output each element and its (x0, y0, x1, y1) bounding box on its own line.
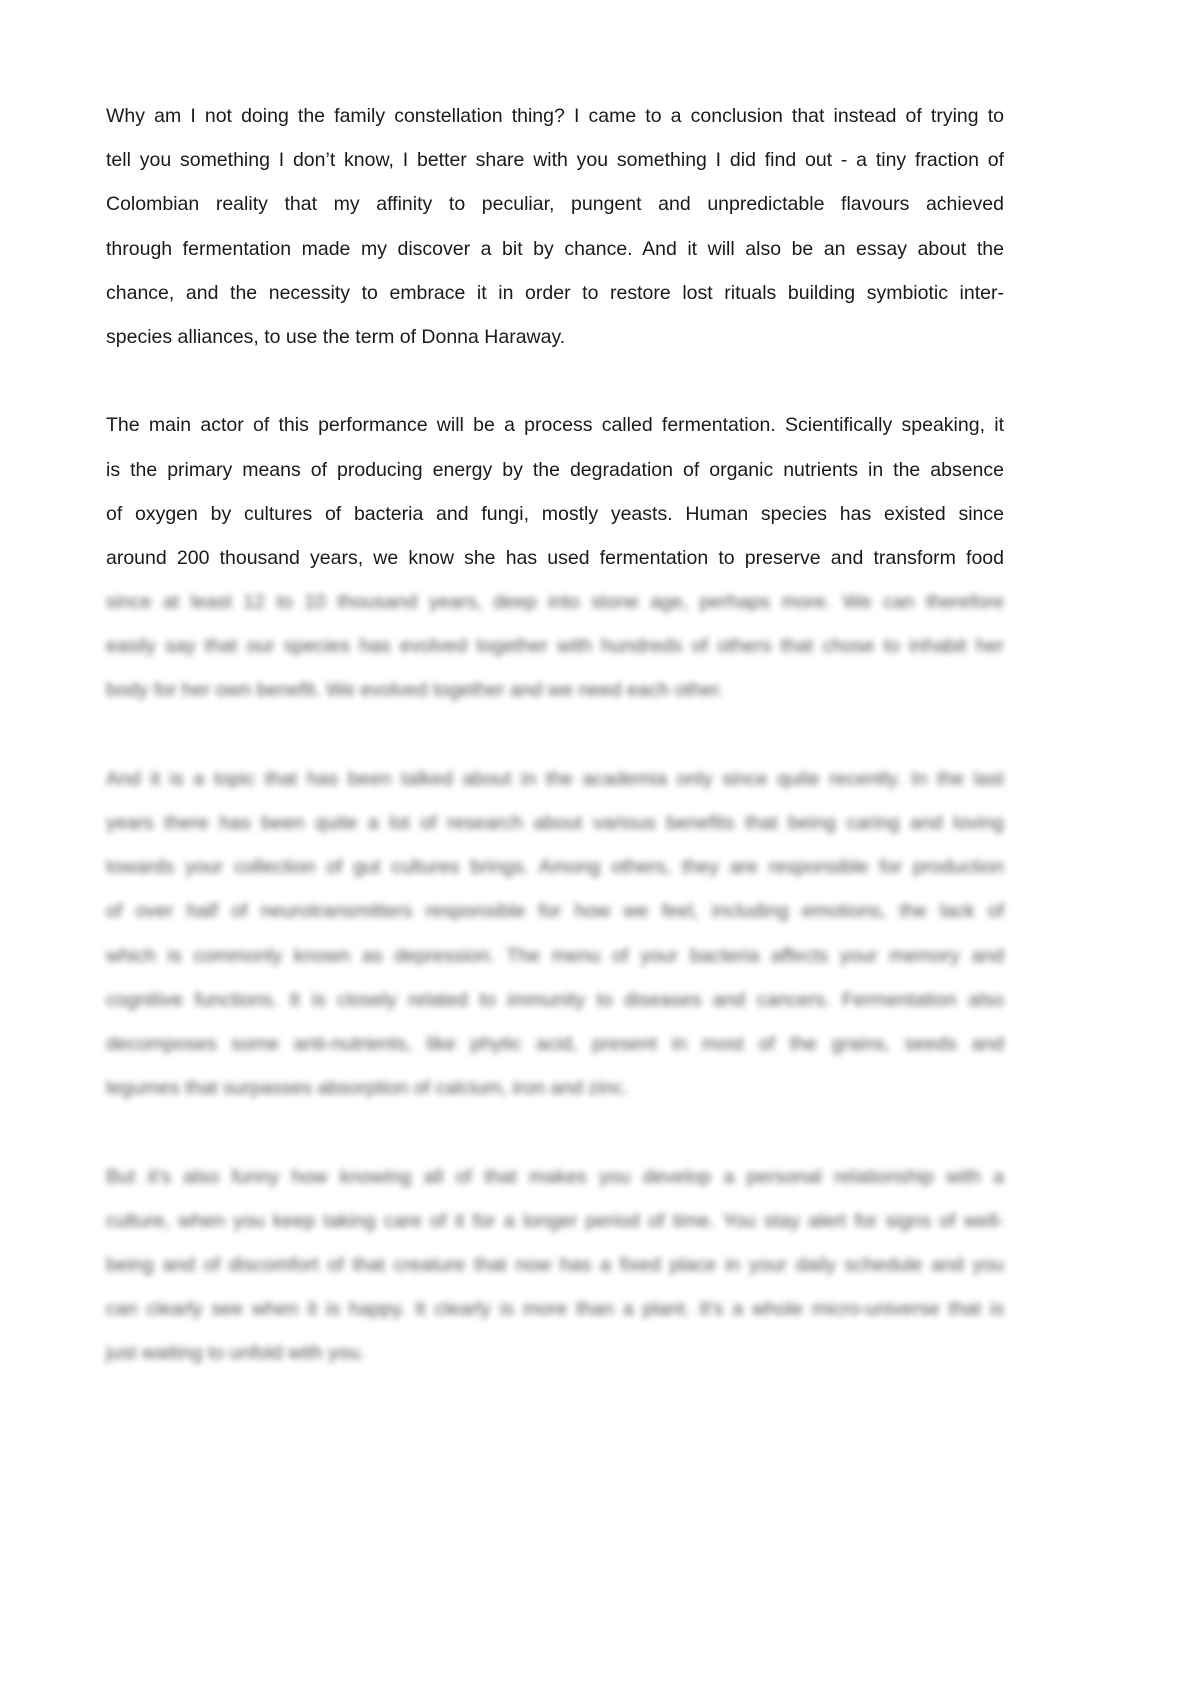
text-line: legumes that surpasses absorption of calcium, iron and zinc. (106, 1077, 629, 1100)
text-line: towards your collection of gut cultures brings. Among others, they are responsible for production (106, 856, 1004, 879)
text-line: cognitive functions. It is closely related to immunity to diseases and cancers. Fermentation also (106, 988, 1004, 1011)
paragraph (106, 94, 1004, 359)
text-line: And it is a topic that has been talked about in the academia only since quite recently. In the last (106, 767, 1004, 790)
paragraph (106, 403, 1004, 712)
text-line: But it's also funny how knowing all of that makes you develop a personal relationship with a (106, 1165, 1004, 1188)
text-line: of oxygen by cultures of bacteria and fungi, mostly yeasts. Human species has existed since (106, 502, 1004, 525)
text-line: Why am I not doing the family constellation thing? I came to a conclusion that instead of trying to (106, 105, 1004, 127)
text-line: easily say that our species has evolved together with hundreds of others that chose to inhabit her (106, 635, 1004, 658)
text-line: species alliances, to use the term of Donna Haraway. (106, 325, 566, 348)
text-line: body for her own benefit. We evolved together and we need each other. (106, 679, 724, 702)
text-line: decomposes some anti-nutrients, like phytic acid, present in most of the grains, seeds and (106, 1032, 1004, 1055)
text-line: The main actor of this performance will be a process called fermentation. Scientifically speaking, it (106, 414, 1004, 437)
document-page (106, 94, 1004, 1420)
text-line: since at least 12 to 10 thousand years, deep into stone age, perhaps more. We can therefore (106, 591, 1004, 614)
text-line: years there has been quite a lot of research about various benefits that being caring and loving (106, 812, 1004, 834)
text-line: of over half of neurotransmitters responsible for how we feel, including emotions, the lack of (106, 900, 1004, 923)
text-line: just waiting to unfold with you. (106, 1342, 366, 1365)
text-line: through fermentation made my discover a bit by chance. And it will also be an essay about the (106, 237, 1004, 260)
text-line: chance, and the necessity to embrace it in order to restore lost rituals building symbiotic inter- (106, 281, 1004, 304)
text-line: culture, when you keep taking care of it for a longer period of time. You stay alert for signs of well- (106, 1209, 1004, 1232)
text-line: can clearly see when it is happy. It clearly is more than a plant. It's a whole micro-universe that is (106, 1298, 1004, 1321)
text-line: which is commonly known as depression. The menu of your bacteria affects your memory and (106, 944, 1004, 967)
text-line: being and of discomfort of that creature that now has a fixed place in your daily schedule and you (106, 1253, 1004, 1276)
paragraph (106, 1155, 1004, 1376)
text-line: Colombian reality that my affinity to peculiar, pungent and unpredictable flavours achieved (106, 193, 1004, 216)
text-line: is the primary means of producing energy by the degradation of organic nutrients in the absence (106, 458, 1004, 481)
text-line: around 200 thousand years, we know she has used fermentation to preserve and transform food (106, 546, 1004, 569)
text-line: tell you something I don’t know, I better share with you something I did find out - a tiny fraction of (106, 149, 1004, 172)
paragraph (106, 757, 1004, 1111)
